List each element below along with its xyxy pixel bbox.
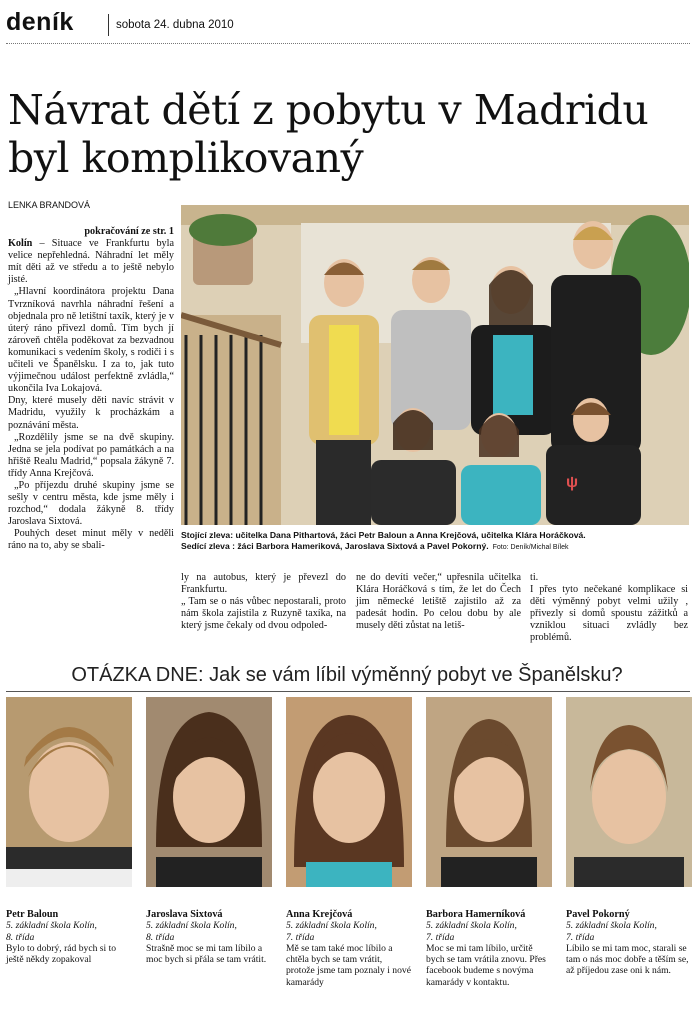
paragraph: Pouhých deset minut měly v neděli ráno na to, aby se sbali- (8, 528, 174, 552)
continuation-note: pokračování ze str. 1 (84, 226, 174, 237)
person-answer: Moc se mi tam líbilo, určitě bych se tam vrátila znovu. Přes facebook budeme s novýma kamarády v kontaktu. (426, 942, 546, 988)
person-answer: Strašně moc se mi tam líbilo a moc bych si přála se tam vrátit. (146, 942, 267, 966)
person-name: Petr Baloun (6, 909, 59, 920)
issue-date: sobota 24. dubna 2010 (116, 19, 234, 31)
person-grade: 8. třída (6, 931, 35, 943)
article-column-2: ly na autobus, který je převezl do Frankfurtu. „ Tam se o nás vůbec nepostarali, proto nám škola zajistila z Ruzyně taxíka, na který jsme čekaly od dvou odpoled- (181, 572, 346, 632)
paragraph: „Po příjezdu druhé skupiny jsme se sešly v centru města, kde jsme měly i rozchod,“ dodala žákyně 8. třídy Jaroslava Sixtová. (8, 479, 174, 528)
person-school: 5. základní škola Kolín, (146, 920, 237, 932)
question-of-the-day: OTÁZKA DNE: Jak se vám líbil výměnný pobyt ve Španělsku? (71, 664, 623, 686)
caption-line-seated: Sedící zleva : žáci Barbora Hameriková, Jaroslava Sixtová a Pavel Pokorný. (181, 541, 489, 551)
group-photo (181, 205, 689, 525)
person-school: 5. základní škola Kolín, (566, 920, 657, 932)
photo-caption (181, 530, 689, 553)
article-headline: Návrat dětí z pobytu v Madridu byl komplikovaný (8, 86, 649, 182)
paragraph: Dny, které musely děti navíc strávit v Madridu, využily k procházkám a poznávání města. (8, 395, 174, 431)
photo-credit: Foto: Deník/Michal Bílek (492, 544, 569, 551)
person-answer: Bylo to dobrý, rád bych si to ještě někdy zopakoval (6, 942, 117, 966)
person-grade: 7. třída (286, 931, 315, 943)
person-grade: 8. třída (146, 931, 175, 943)
person-name: Jaroslava Sixtová (146, 909, 223, 920)
portrait-barbora-hamernikova (426, 697, 552, 887)
person-grade: 7. třída (426, 931, 455, 943)
masthead-divider (108, 14, 109, 36)
paragraph: „Hlavní koordinátora projektu Dana Tvrzníková navrhla náhradní řešení a objednala pro ně letištní taxík, který je v úterý ráno přivezl domů. Tím bych jí zároveň chtěla poděkovat za bezvadnou komunikaci s vedením školy, s rodiči i s učiteli ve Španělsku. I za to, jak tuto výjimečnou událost perfektně zvládla,“ ukončila Iva Lokajová. (8, 286, 174, 395)
person-name: Anna Krejčová (286, 909, 353, 920)
person-answer: Mě se tam také moc líbilo a chtěla bych se tam vrátit, protože jsme tam poznaly i nové kamarády (286, 942, 411, 988)
portrait-pavel-pokorny (566, 697, 692, 887)
caption-line-standing: Stojící zleva: učitelka Dana Pithartová, žáci Petr Baloun a Anna Krejčová, učitelka Klára Horáčková. (181, 530, 586, 540)
person-answer: Líbilo se mi tam moc, starali se tam o nás moc dobře a těším se, až příjedou zase oni k nám. (566, 942, 689, 977)
article-byline: LENKA BRANDOVÁ (8, 200, 91, 210)
portrait-anna-krejcova (286, 697, 412, 887)
masthead-rule (6, 43, 690, 44)
paragraph: – Situace ve Frankfurtu byla velice nepřehledná. Náhradní let měly mít děti až ve středu a to ještě nebylo jisté. (8, 238, 174, 286)
person-name: Pavel Pokorný (566, 909, 630, 920)
article-column-1 (8, 226, 174, 553)
svg-text:ψ: ψ (566, 474, 579, 491)
person-school: 5. základní škola Kolín, (286, 920, 377, 932)
answer-jaroslava-sixtova (146, 909, 272, 965)
newspaper-logo: deník (6, 8, 74, 36)
paragraph: „Rozdělily jsme se na dvě skupiny. Jedna se jela podívat po památkách a na hřiště Realu Madrid,“ popsala žákyně 7. třídy Anna Krejčová. (8, 431, 174, 479)
group-photo-illustration (181, 205, 689, 525)
answer-pavel-pokorny (566, 909, 692, 977)
article-column-3: ne do devíti večer,“ upřesnila učitelka Klára Horáčková s tím, že let do Čech jim německé letiště zajistilo až za padesát hodin. Po celou dobu by ale musely děti zůstat na letiš- (356, 572, 521, 632)
answer-anna-krejcova (286, 909, 412, 988)
person-grade: 7. třída (566, 931, 595, 943)
person-name: Barbora Hamerníková (426, 909, 526, 920)
article-column-4: ti. I přes tyto nečekané komplikace si děti výměnný pobyt velmi užily , přivezly si domů spoustu zážitků a vzniklou situaci zvládly bez problémů. (530, 572, 688, 644)
dateline: Kolín (8, 238, 33, 250)
person-school: 5. základní škola Kolín, (426, 920, 517, 932)
portrait-jaroslava-sixtova (146, 697, 272, 887)
answer-petr-baloun (6, 909, 132, 965)
person-school: 5. základní škola Kolín, (6, 920, 97, 932)
answer-barbora-hamernikova (426, 909, 552, 988)
question-rule (6, 691, 690, 692)
portrait-petr-baloun (6, 697, 132, 887)
